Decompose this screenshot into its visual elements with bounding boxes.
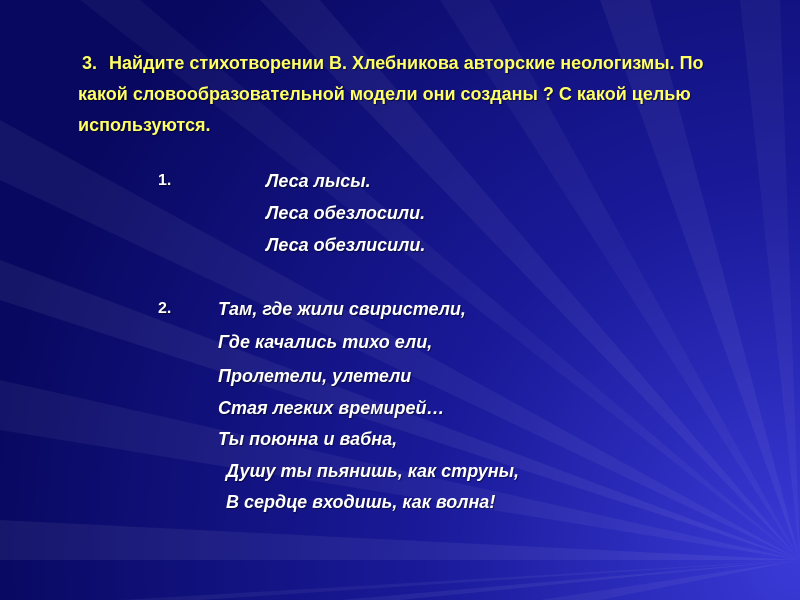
poem-2-line-5: Ты поюнна и вабна, (218, 429, 398, 449)
poem-2-line-6: Душу ты пьянишь, как струны, (226, 461, 519, 481)
poem-2-number: 2. (158, 300, 172, 317)
poem-2-line-2: Где качались тихо ели, (218, 332, 433, 352)
task-text: Найдите стихотворении В. Хлебникова авторские неологизмы. По какой словообразовательной модели они созданы ? С какой целью используются. (78, 53, 704, 135)
task-heading (78, 48, 728, 141)
poem-2-line-4: Стая легких времирей… (218, 398, 445, 418)
poem-2-line-1: Там, где жили свиристели, (218, 299, 466, 319)
poem-2-line-7: В сердце входишь, как волна! (226, 492, 496, 512)
poem-1-number: 1. (158, 172, 172, 189)
poem-2-line-3: Пролетели, улетели (218, 366, 412, 386)
poem-1-line-1: Леса лысы. (266, 171, 371, 191)
task-number: 3. (82, 53, 98, 73)
poem-1-line-2: Леса обезлосили. (266, 203, 426, 223)
poem-1-line-3: Леса обезлисили. (266, 235, 426, 255)
